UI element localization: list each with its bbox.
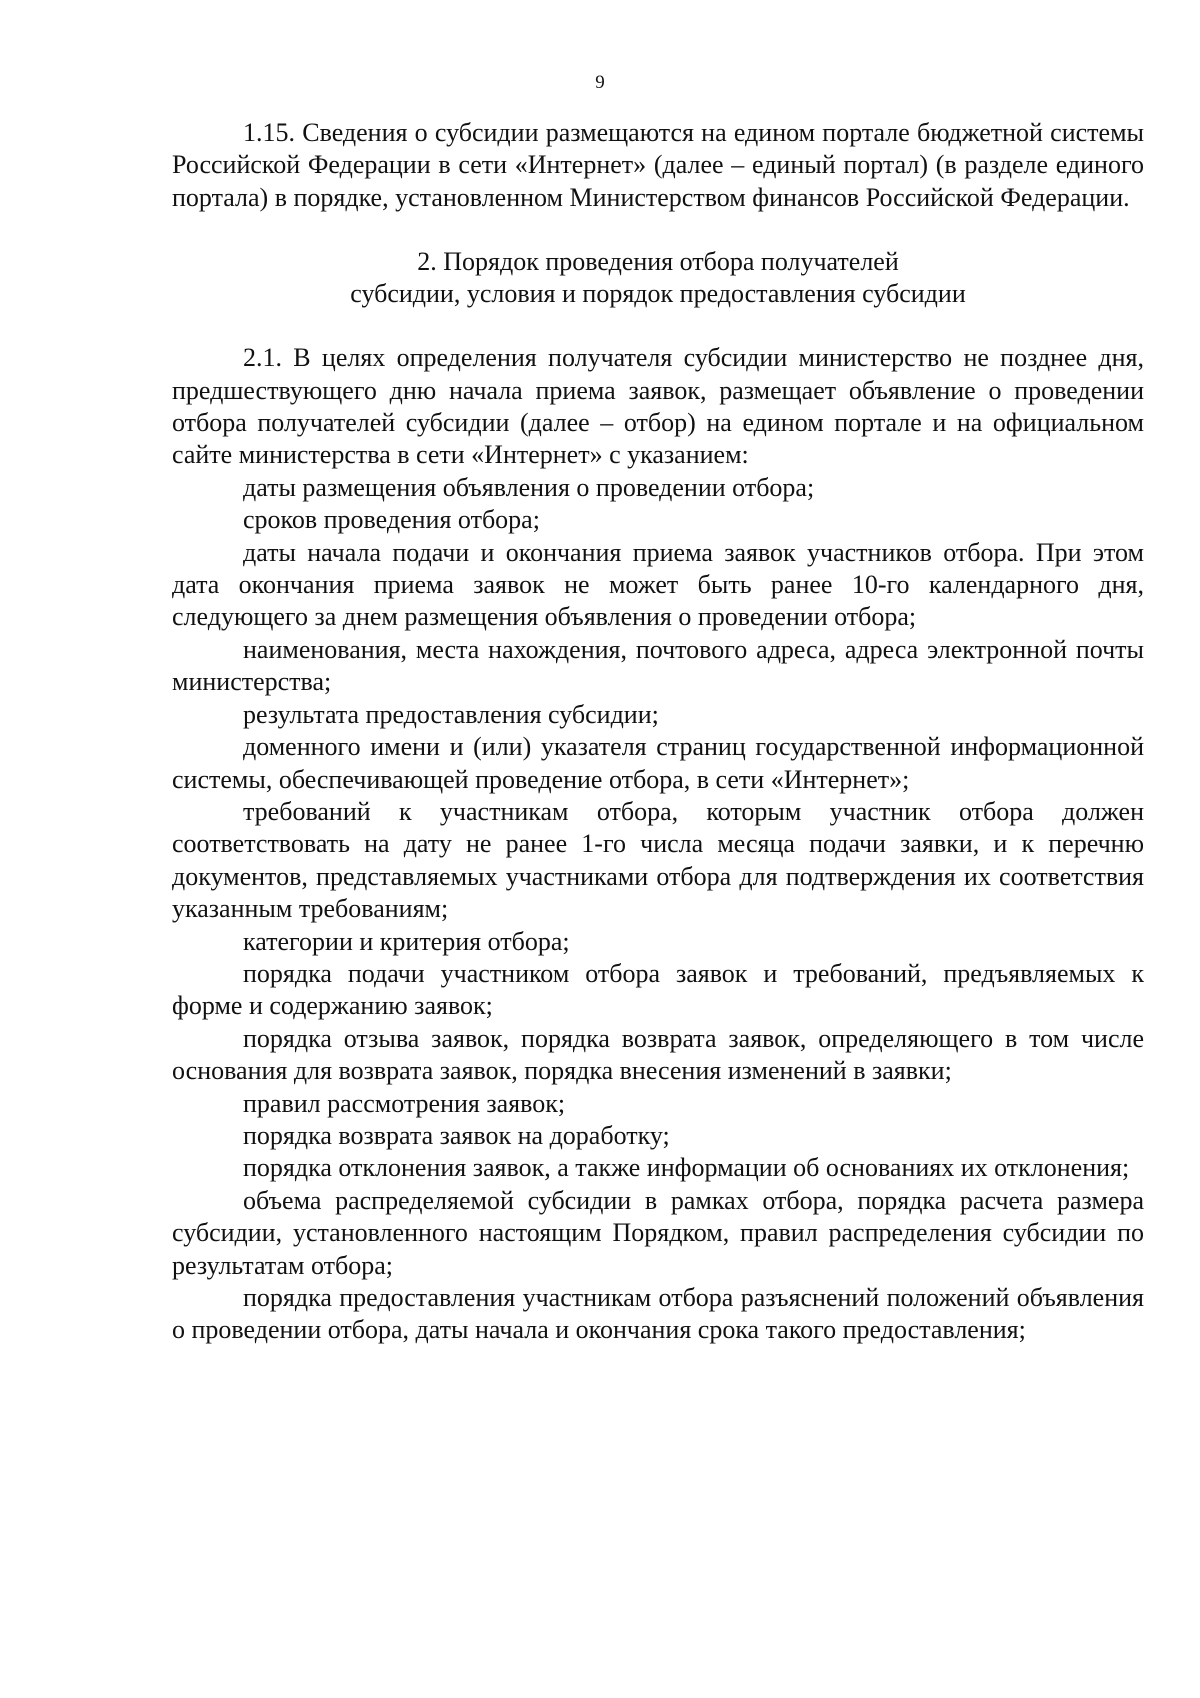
list-item: категории и критерия отбора;	[243, 926, 570, 956]
document-body	[172, 117, 1144, 1347]
list-item: доменного имени и (или) указателя страниц государственной информационной системы, обеспечивающей проведение отбора, в сети «Интернет»;	[172, 732, 1144, 794]
list-item: порядка предоставления участникам отбора разъяснений положений объявления о проведении отбора, даты начала и окончания срока такого предоставления;	[172, 1283, 1144, 1345]
list-item: наименования, места нахождения, почтового адреса, адреса электронной почты министерства;	[172, 634, 1144, 697]
page-number: 9	[595, 72, 605, 93]
spacer	[172, 214, 1144, 246]
section-heading-line-2: субсидии, условия и порядок предоставления субсидии	[350, 279, 966, 309]
paragraph-2-1: 2.1. В целях определения получателя субсидии министерство не позднее дня, предшествующего дню начала приема заявок, размещает объявление о проведении отбора получателей субсидии (далее – отбор) на едином портале и на официальном сайте министерства в сети «Интернет» с указанием:	[172, 343, 1144, 470]
spacer	[172, 310, 1144, 342]
list-item: порядка возврата заявок на доработку;	[243, 1120, 670, 1150]
list-item: результата предоставления субсидии;	[243, 699, 659, 729]
section-heading-line-1: 2. Порядок проведения отбора получателей	[417, 247, 899, 277]
list-item: даты размещения объявления о проведении отбора;	[243, 472, 815, 502]
list-item: порядка отклонения заявок, а также информации об основаниях их отклонения;	[243, 1153, 1130, 1183]
list-item: правил рассмотрения заявок;	[243, 1088, 566, 1118]
paragraph-1-15: 1.15. Сведения о субсидии размещаются на едином портале бюджетной системы Российской Федерации в сети «Интернет» (далее – единый портал) (в разделе единого портала) в порядке, установленном Министерством финансов Российской Федерации.	[172, 118, 1144, 212]
list-item: даты начала подачи и окончания приема заявок участников отбора. При этом дата окончания приема заявок не может быть ранее 10-го календарного дня, следующего за днем размещения объявления о проведении отбора;	[172, 537, 1144, 632]
list-item: объема распределяемой субсидии в рамках отбора, порядка расчета размера субсидии, установленного настоящим Порядком, правил распределения субсидии по результатам отбора;	[172, 1185, 1144, 1280]
list-item: порядка отзыва заявок, порядка возврата заявок, определяющего в том числе основания для возврата заявок, порядка внесения изменений в заявки;	[172, 1023, 1144, 1086]
list-item: порядка подачи участником отбора заявок и требований, предъявляемых к форме и содержанию заявок;	[172, 958, 1144, 1021]
list-item: требований к участникам отбора, которым участник отбора должен соответствовать на дату не ранее 1-го числа месяца подачи заявки, и к перечню документов, представляемых участниками отбора для подтверждения их соответствия указанным требованиям;	[172, 796, 1144, 924]
list-item: сроков проведения отбора;	[243, 505, 540, 535]
